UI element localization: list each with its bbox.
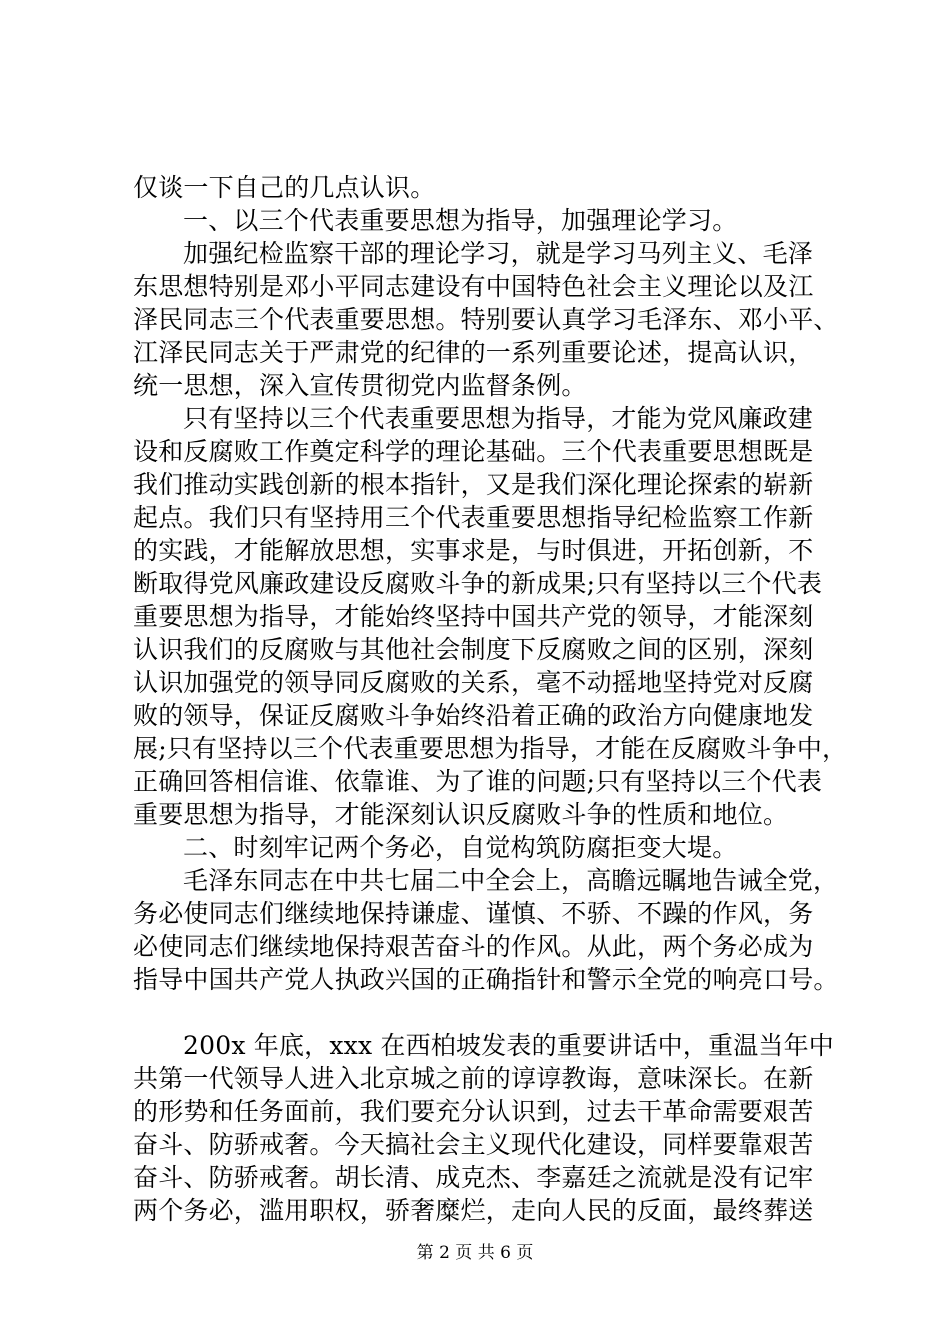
text-line: 加强纪检监察干部的理论学习，就是学习马列主义、毛泽 (183, 239, 814, 268)
text-line: 毛泽东同志在中共七届二中全会上，高瞻远瞩地告诫全党， (183, 866, 839, 895)
text-line: 必使同志们继续地保持艰苦奋斗的作风。从此，两个务必成为 (133, 932, 814, 961)
text-line: 的形势和任务面前，我们要充分认识到，过去干革命需要艰苦 (133, 1097, 814, 1126)
text-line: 泽民同志三个代表重要思想。特别要认真学习毛泽东、邓小平、 (133, 305, 839, 334)
text-line: 正确回答相信谁、依靠谁、为了谁的问题;只有坚持以三个代表 (133, 767, 823, 796)
text-line: 奋斗、防骄戒奢。胡长清、成克杰、李嘉廷之流就是没有记牢 (133, 1163, 814, 1192)
text-line: 的实践，才能解放思想，实事求是，与时俱进，开拓创新，不 (133, 536, 814, 565)
text-line: 指导中国共产党人执政兴国的正确指针和警示全党的响亮口号。 (133, 965, 839, 994)
section-heading: 二、时刻牢记两个务必，自觉构筑防腐拒变大堤。 (183, 833, 738, 862)
text-line: 设和反腐败工作奠定科学的理论基础。三个代表重要思想既是 (133, 437, 814, 466)
text-line: 重要思想为指导，才能始终坚持中国共产党的领导，才能深刻 (133, 602, 814, 631)
text-line: 起点。我们只有坚持用三个代表重要思想指导纪检监察工作新 (133, 503, 814, 532)
text-line: 200x 年底，xxx 在西柏坡发表的重要讲话中，重温当年中 (183, 1031, 835, 1060)
text-line: 认识加强党的领导同反腐败的关系，毫不动摇地坚持党对反腐 (133, 668, 814, 697)
text-line: 统一思想，深入宣传贯彻党内监督条例。 (133, 371, 587, 400)
text-line: 共第一代领导人进入北京城之前的谆谆教诲，意味深长。在新 (133, 1064, 814, 1093)
text-line: 仅谈一下自己的几点认识。 (133, 173, 436, 202)
section-heading: 一、以三个代表重要思想为指导，加强理论学习。 (183, 206, 738, 235)
text-line: 认识我们的反腐败与其他社会制度下反腐败之间的区别，深刻 (133, 635, 814, 664)
text-line: 东思想特别是邓小平同志建设有中国特色社会主义理论以及江 (133, 272, 814, 301)
text-line: 重要思想为指导，才能深刻认识反腐败斗争的性质和地位。 (133, 800, 789, 829)
text-line: 务必使同志们继续地保持谦虚、谨慎、不骄、不躁的作风，务 (133, 899, 814, 928)
text-line: 我们推动实践创新的根本指针，又是我们深化理论探索的崭新 (133, 470, 814, 499)
text-line: 断取得党风廉政建设反腐败斗争的新成果;只有坚持以三个代表 (133, 569, 823, 598)
text-line: 败的领导，保证反腐败斗争始终沿着正确的政治方向健康地发 (133, 701, 814, 730)
page-number-footer: 第 2 页 共 6 页 (416, 1243, 534, 1263)
text-line: 展;只有坚持以三个代表重要思想为指导，才能在反腐败斗争中， (133, 734, 848, 763)
text-line: 两个务必，滥用职权，骄奢糜烂，走向人民的反面，最终葬送 (133, 1196, 814, 1225)
text-line: 奋斗、防骄戒奢。今天搞社会主义现代化建设，同样要靠艰苦 (133, 1130, 814, 1159)
text-line: 江泽民同志关于严肃党的纪律的一系列重要论述，提高认识， (133, 338, 814, 367)
text-line: 只有坚持以三个代表重要思想为指导，才能为党风廉政建 (183, 404, 814, 433)
